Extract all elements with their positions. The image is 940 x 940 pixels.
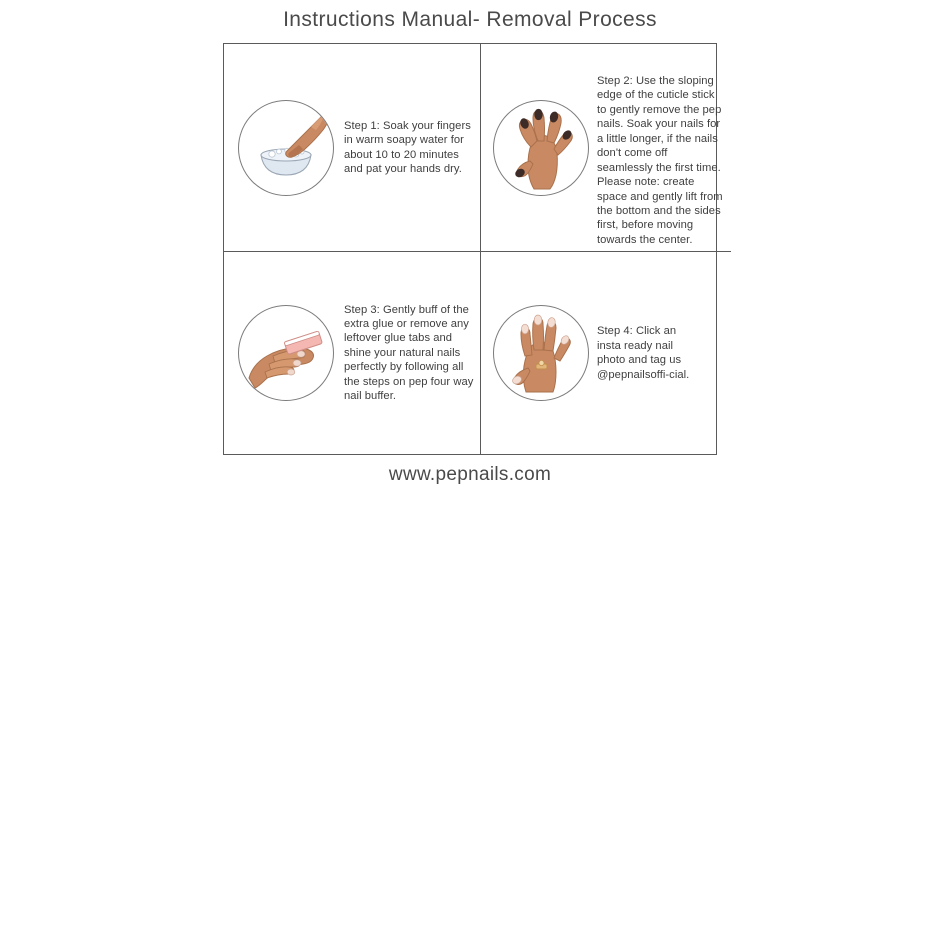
steps-grid (223, 43, 723, 455)
step-cell-2 (481, 44, 731, 252)
hand-with-nail-buffer-icon (238, 305, 334, 401)
step-cell-4 (481, 252, 731, 454)
footer-website-url[interactable]: www.pepnails.com (388, 464, 552, 485)
step-cell-1 (224, 44, 481, 252)
step-2-text: Step 2: Use the sloping edge of the cuticle stick to gently remove the pep nails. Soak your nails for a little longer, if the nails don't come off seamlessly the first time. Please note: create space and gently lift from the bottom and the sides first, before moving towards the center. (597, 75, 723, 246)
step-cell-3 (224, 252, 481, 454)
step-3-text: Step 3: Gently buff of the extra glue or remove any leftover glue tabs and shine your natural nails perfectly by following all the steps on pep four way nail buffer. (344, 303, 474, 403)
hand-with-dark-nails-icon (493, 100, 589, 196)
step-4-text: Step 4: Click an insta ready nail photo and tag us @pepnailsoffi-cial. (597, 325, 690, 381)
page-title: Instructions Manual- Removal Process (283, 8, 657, 31)
hand-soaking-in-bowl-icon (238, 100, 334, 196)
step-1-text: Step 1: Soak your fingers in warm soapy water for about 10 to 20 minutes and pat your hands dry. (344, 119, 471, 176)
hand-with-ring-icon (493, 305, 589, 401)
